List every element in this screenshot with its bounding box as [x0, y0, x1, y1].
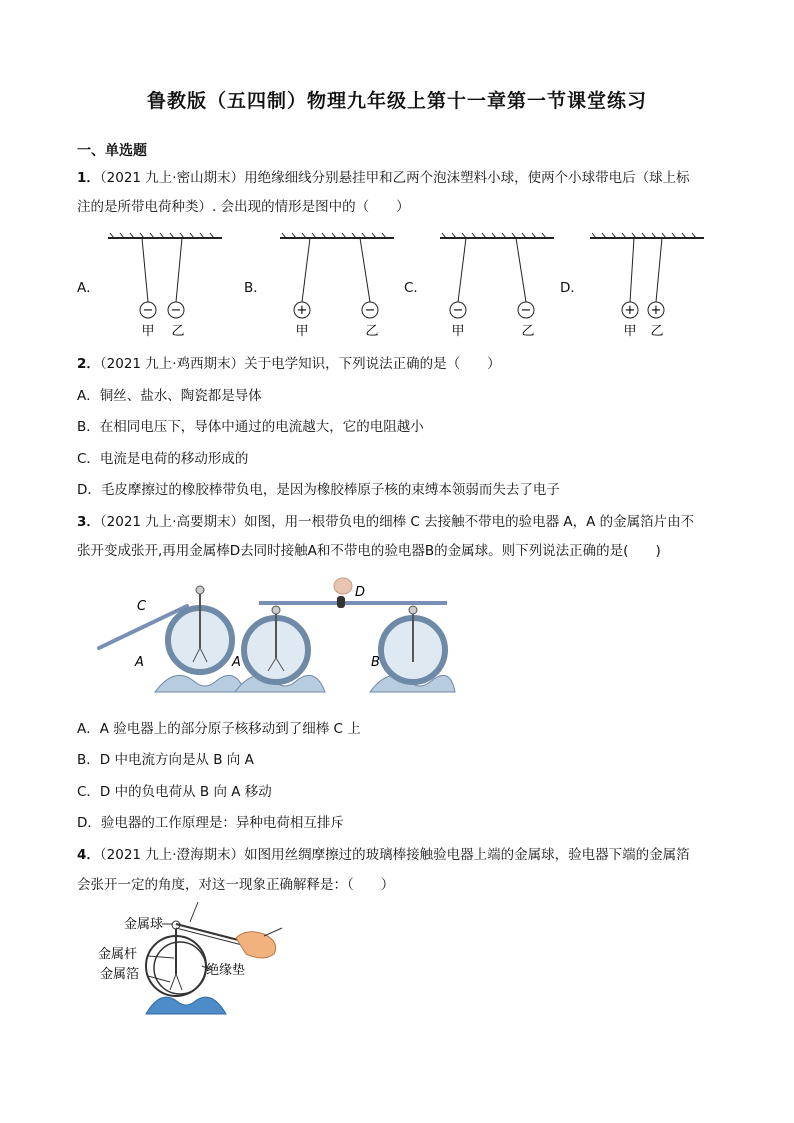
q1-option-b-label[interactable]: B． [244, 280, 267, 296]
q3-electroscope-b [370, 606, 455, 692]
hand-icon [236, 932, 276, 958]
q1-option-d-label[interactable]: D． [560, 280, 584, 296]
q1-d-label-jia: 甲 [623, 324, 637, 339]
q1-a-ball1-charge: − [142, 303, 154, 318]
q1-line1: 1．（2021 九上·密山期末）用绝缘细线分别悬挂甲和乙两个泡沫塑料小球，使两个小球带电后（球上标 [77, 170, 690, 186]
q1-d-ball1-charge: + [624, 303, 636, 318]
q2-option-d[interactable]: D．毛皮摩擦过的橡胶棒带负电，是因为橡胶棒原子核的束缚本领弱而失去了电子 [77, 482, 560, 498]
q1-d-ball2-charge: + [650, 303, 662, 318]
q1-c-ball2-charge: − [520, 303, 532, 318]
q2-option-c[interactable]: C．电流是电荷的移动形成的 [77, 451, 249, 467]
q1-c-ball1-charge: − [452, 303, 464, 318]
q1-c-label-yi: 乙 [521, 324, 535, 339]
q3-option-a[interactable]: A．A 验电器上的部分原子核移动到了细棒 C 上 [77, 721, 361, 737]
q1-a-label-yi: 乙 [171, 324, 185, 339]
q3-option-d[interactable]: D．验电器的工作原理是：异种电荷相互排斥 [77, 815, 344, 831]
q1-b-ball2-charge: − [364, 303, 376, 318]
q4-line2: 会张开一定的角度，对这一现象正确解释是：（ ） [77, 877, 395, 893]
q3-label-b: B [371, 655, 380, 670]
q3-label-a1: A [135, 655, 144, 670]
q3-option-b[interactable]: B．D 中电流方向是从 B 向 A [77, 752, 254, 768]
q4-label-rod: 金属杆 [98, 947, 138, 962]
q1-c-label-jia: 甲 [451, 324, 465, 339]
q1-b-label-jia: 甲 [295, 324, 309, 339]
q1-figure-d [588, 232, 708, 342]
q1-line2: 注的是所带电荷种类）. 会出现的情形是图中的（ ） [77, 199, 410, 215]
q3-figure [95, 570, 455, 705]
q3-electroscope-a2 [235, 606, 325, 692]
q3-electroscope-a1 [155, 586, 245, 692]
q3-option-c[interactable]: C．D 中的负电荷从 B 向 A 移动 [77, 784, 272, 800]
q3-label-a2: A [232, 655, 241, 670]
q1-figure-b [278, 232, 398, 342]
q1-option-a-label[interactable]: A． [77, 280, 100, 296]
q4-figure [86, 898, 286, 1023]
q1-b-ball1-charge: + [296, 303, 308, 318]
section-heading: 一、单选题 [77, 143, 147, 159]
hand-grip-icon [337, 596, 345, 608]
q1-b-label-yi: 乙 [365, 324, 379, 339]
q1-a-label-jia: 甲 [141, 324, 155, 339]
q1-option-c-label[interactable]: C． [404, 280, 427, 296]
page-title: 鲁教版（五四制）物理九年级上第十一章第一节课堂练习 [146, 90, 647, 112]
q3-line1: 3．（2021 九上·高要期末）如图，用一根带负电的细棒 C 去接触不带电的验电器 A，A 的金属箔片由不 [77, 514, 695, 530]
q4-line1: 4．（2021 九上·澄海期末）如图用丝绸摩擦过的玻璃棒接触验电器上端的金属球，验电器下端的金属箔 [77, 847, 690, 863]
q1-figure-a [106, 232, 226, 342]
hand-icon [334, 578, 352, 594]
q2-option-a[interactable]: A．铜丝、盐水、陶瓷都是导体 [77, 388, 262, 404]
q4-label-foil: 金属箔 [100, 967, 140, 982]
q4-label-pad: 绝缘垫 [206, 963, 246, 978]
q4-label-ball: 金属球 [124, 917, 164, 932]
q1-figure-c [438, 232, 558, 342]
q3-label-c: C [137, 599, 147, 614]
q2-option-b[interactable]: B．在相同电压下，导体中通过的电流越大，它的电阻越小 [77, 419, 424, 435]
q1-a-ball2-charge: − [170, 303, 182, 318]
q2-stem: 2．（2021 九上·鸡西期末）关于电学知识，下列说法正确的是（ ） [77, 356, 501, 372]
q3-line2: 张开变成张开,再用金属棒D去同时接触A和不带电的验电器B的金属球。则下列说法正确的是( ) [77, 543, 661, 559]
q1-d-label-yi: 乙 [650, 324, 664, 339]
q3-label-d: D [355, 585, 366, 600]
